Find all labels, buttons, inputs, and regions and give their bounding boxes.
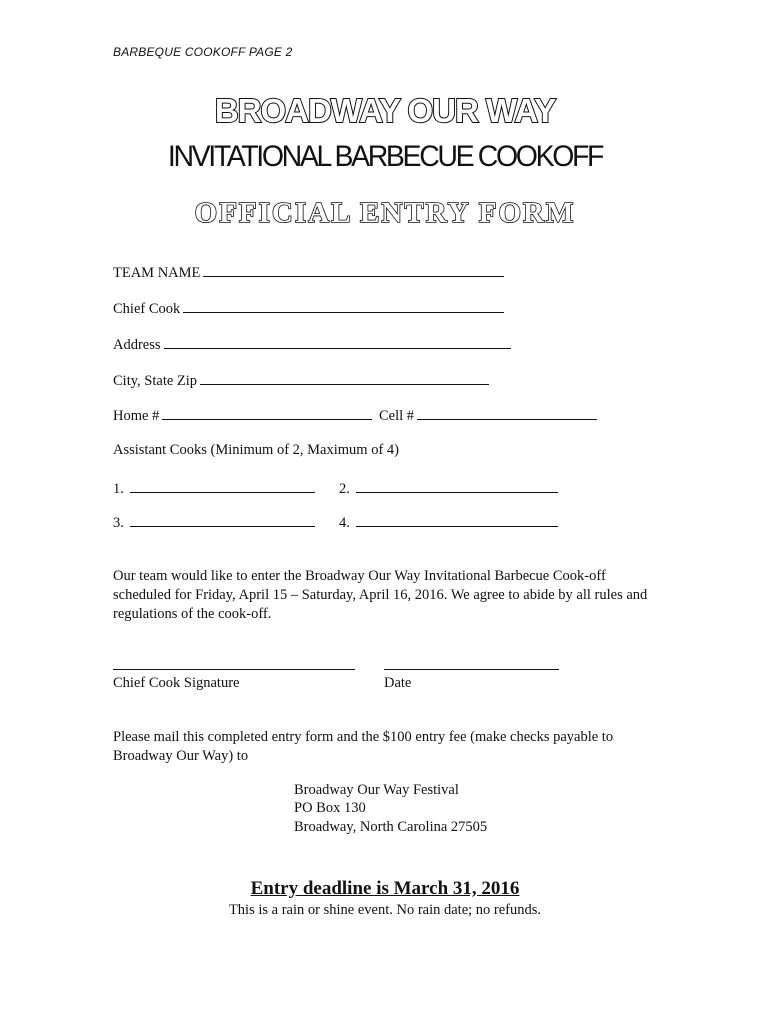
city-state-zip-label: City, State Zip xyxy=(113,373,198,389)
mailing-instructions: Please mail this completed entry form and the $100 entry fee (make checks payable to Broadway Our Way) to xyxy=(113,729,614,764)
assistant-4-row xyxy=(339,513,558,532)
date-line[interactable] xyxy=(384,669,559,670)
cell-phone-row xyxy=(379,406,597,425)
cell-phone-label: Cell # xyxy=(379,408,415,424)
city-state-zip-row xyxy=(113,371,489,390)
signature-line[interactable] xyxy=(113,669,355,670)
team-name-row xyxy=(113,263,504,282)
assistant-4-input[interactable] xyxy=(356,513,558,527)
address-label: Address xyxy=(113,337,161,353)
address-input[interactable] xyxy=(164,335,511,349)
city-state-zip-input[interactable] xyxy=(200,371,489,385)
mailing-address-line2: PO Box 130 xyxy=(294,800,366,816)
assistant-1-input[interactable] xyxy=(130,479,315,493)
assistant-4-label: 4. xyxy=(339,515,350,531)
address-row xyxy=(113,335,511,354)
assistant-cooks-label: Assistant Cooks (Minimum of 2, Maximum of 4) xyxy=(113,442,399,458)
assistant-1-label: 1. xyxy=(113,481,124,497)
home-phone-row xyxy=(113,406,372,425)
page-header-label: BARBEQUE COOKOFF PAGE 2 xyxy=(113,45,293,59)
home-phone-input[interactable] xyxy=(162,406,372,420)
deadline-headline: Entry deadline is March 31, 2016 xyxy=(250,878,520,899)
signature-label: Chief Cook Signature xyxy=(113,675,240,691)
chief-cook-row xyxy=(113,299,504,318)
mailing-address-line3: Broadway, North Carolina 27505 xyxy=(294,819,488,835)
date-label: Date xyxy=(384,675,412,691)
form-title: OFFICIAL ENTRY FORM xyxy=(194,197,576,229)
team-name-label: TEAM NAME xyxy=(113,265,201,281)
agreement-text: Our team would like to enter the Broadway Our Way Invitational Barbecue Cook-off scheduled for Friday, April 15 – Saturday, April 16, 2016. We agree to abide by all rules and regulations of the cook-off. xyxy=(113,568,648,622)
assistant-3-input[interactable] xyxy=(130,513,315,527)
assistant-3-label: 3. xyxy=(113,515,124,531)
assistant-2-input[interactable] xyxy=(356,479,558,493)
chief-cook-input[interactable] xyxy=(183,299,504,313)
team-name-input[interactable] xyxy=(203,263,504,277)
mailing-address-line1: Broadway Our Way Festival xyxy=(294,782,459,798)
event-subtitle: INVITATIONAL BARBECUE COOKOFF xyxy=(167,140,603,173)
deadline-note: This is a rain or shine event. No rain date; no refunds. xyxy=(228,902,542,918)
home-phone-label: Home # xyxy=(113,408,160,424)
assistant-2-row xyxy=(339,479,558,498)
assistant-1-row xyxy=(113,479,315,498)
assistant-3-row xyxy=(113,513,315,532)
cell-phone-input[interactable] xyxy=(417,406,597,420)
event-title: BROADWAY OUR WAY xyxy=(214,92,556,129)
assistant-2-label: 2. xyxy=(339,481,350,497)
chief-cook-label: Chief Cook xyxy=(113,301,181,317)
